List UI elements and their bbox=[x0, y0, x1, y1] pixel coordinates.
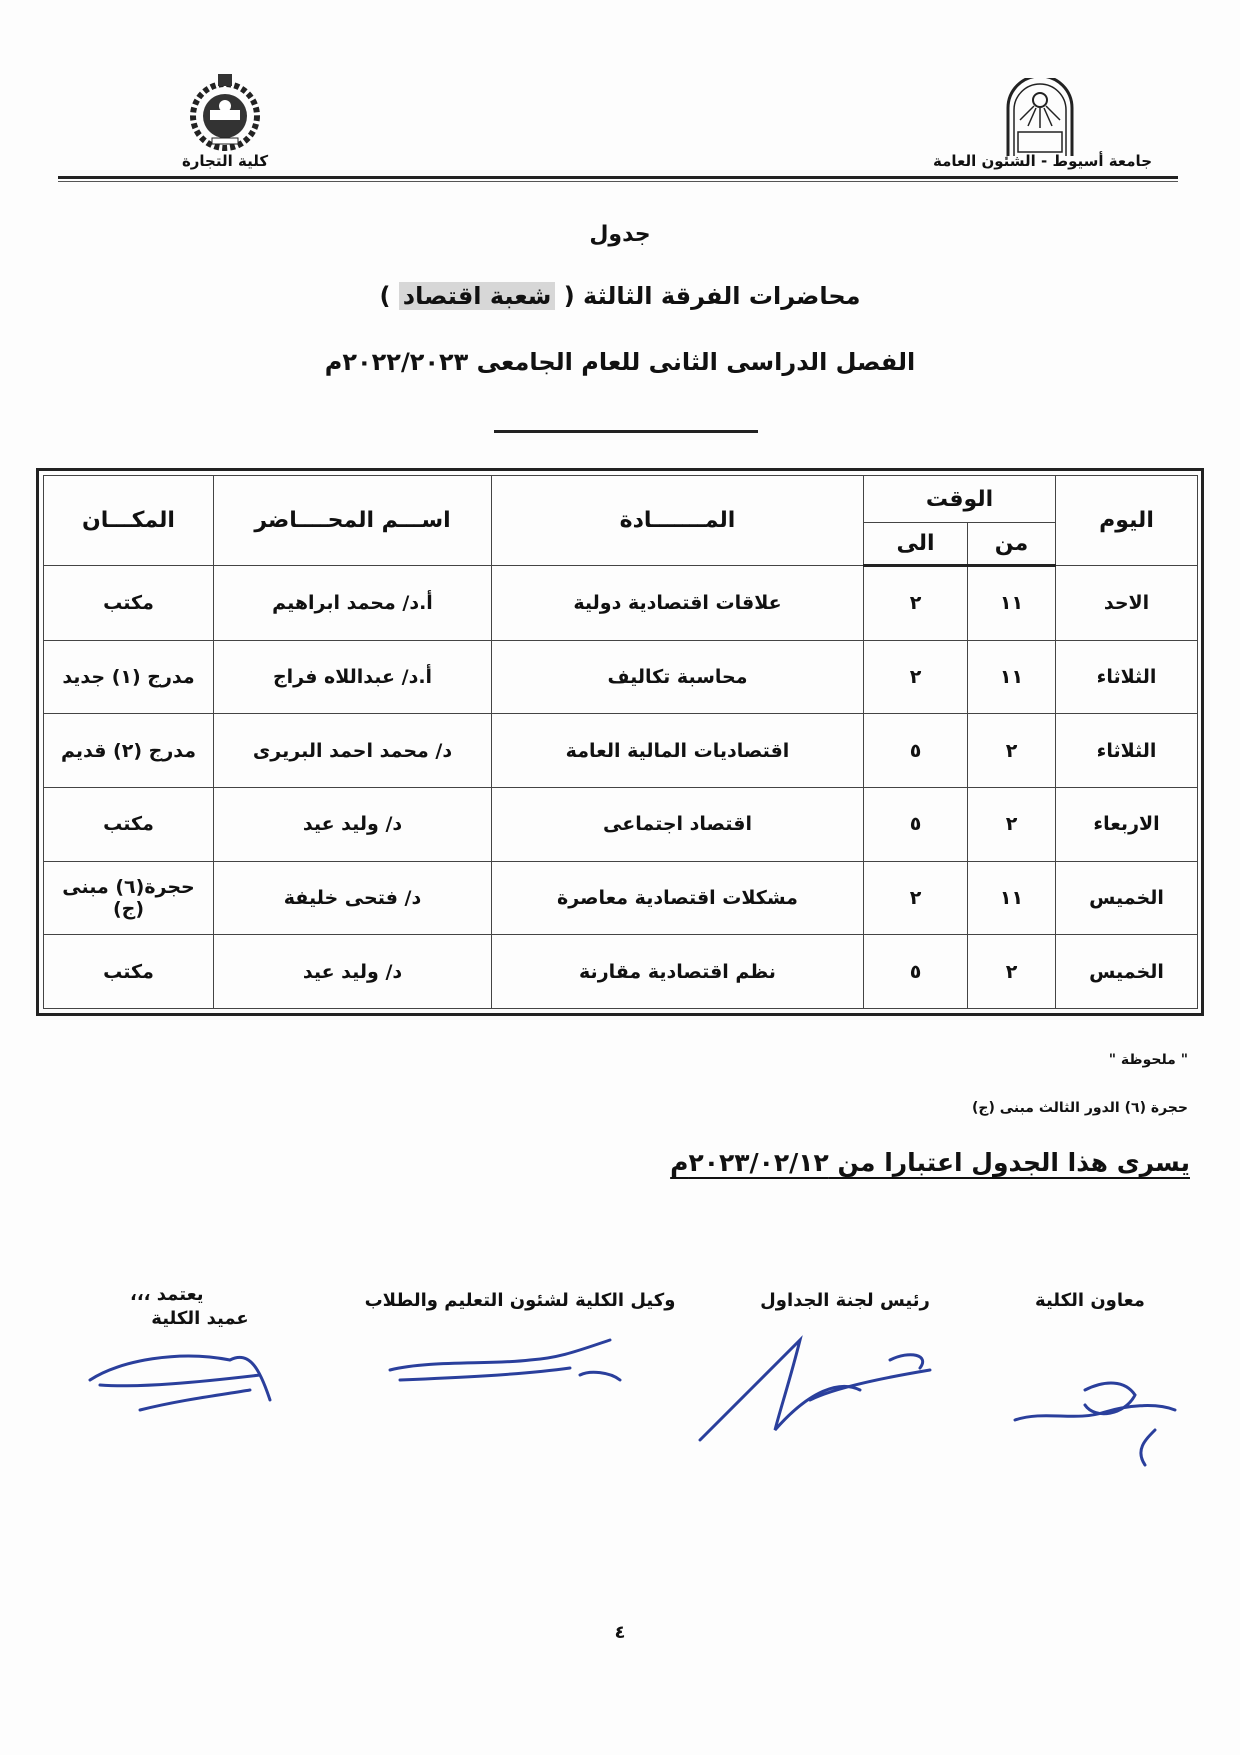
cell-from: ٢ bbox=[968, 787, 1056, 861]
header-lecturer: اســـم المحــــاضر bbox=[214, 476, 492, 566]
cell-subject: اقتصاديات المالية العامة bbox=[492, 714, 864, 788]
cell-subject: اقتصاد اجتماعى bbox=[492, 787, 864, 861]
cell-day: الاحد bbox=[1056, 565, 1198, 640]
cell-day: الاربعاء bbox=[1056, 787, 1198, 861]
cell-to: ٥ bbox=[864, 935, 968, 1009]
cell-lecturer: د/ وليد عيد bbox=[214, 787, 492, 861]
schedule-table bbox=[43, 475, 1198, 1009]
university-logo bbox=[1000, 78, 1080, 158]
table-row bbox=[44, 861, 1198, 935]
faculty-logo bbox=[180, 68, 270, 158]
cell-subject: علاقات اقتصادية دولية bbox=[492, 565, 864, 640]
note-title: " ملحوظة " bbox=[1108, 1052, 1188, 1068]
highlighted-division: شعبة اقتصاد bbox=[399, 282, 556, 310]
cell-subject: مشكلات اقتصادية معاصرة bbox=[492, 861, 864, 935]
table-row bbox=[44, 935, 1198, 1009]
cell-day: الخميس bbox=[1056, 861, 1198, 935]
dean-title: عميد الكلية bbox=[151, 1308, 249, 1329]
cell-location: مكتب bbox=[44, 787, 214, 861]
title-underline bbox=[494, 430, 758, 433]
cell-subject: محاسبة تكاليف bbox=[492, 640, 864, 714]
faculty-name: كلية التجارة bbox=[181, 152, 269, 170]
signature-deputy-dean bbox=[370, 1320, 650, 1410]
header-from: من bbox=[968, 523, 1056, 565]
table-row bbox=[44, 787, 1198, 861]
cell-location: حجرة(٦) مبنى (ج) bbox=[44, 861, 214, 935]
cell-to: ٥ bbox=[864, 714, 968, 788]
cell-from: ١١ bbox=[968, 861, 1056, 935]
note-text: حجرة (٦) الدور الثالث مبنى (ج) bbox=[971, 1100, 1188, 1116]
header-to: الى bbox=[864, 523, 968, 565]
signature-label-vice-dean: معاون الكلية bbox=[1035, 1290, 1145, 1311]
cell-day: الخميس bbox=[1056, 935, 1198, 1009]
page-number: ٤ bbox=[614, 1622, 626, 1643]
table-row bbox=[44, 565, 1198, 640]
cell-subject: نظم اقتصادية مقارنة bbox=[492, 935, 864, 1009]
signature-vice-dean bbox=[1005, 1350, 1185, 1470]
cell-lecturer: د/ فتحى خليفة bbox=[214, 861, 492, 935]
header-divider bbox=[58, 176, 1178, 179]
university-name: جامعة أسيوط - الشئون العامة bbox=[932, 152, 1152, 170]
header-subject: المـــــــادة bbox=[492, 476, 864, 566]
signature-label-committee-head: رئيس لجنة الجداول bbox=[760, 1290, 930, 1311]
cell-to: ٢ bbox=[864, 565, 968, 640]
document-subtitle: محاضرات الفرقة الثالثة ( شعبة اقتصاد ) bbox=[379, 282, 861, 310]
cell-day: الثلاثاء bbox=[1056, 640, 1198, 714]
cell-location: مكتب bbox=[44, 935, 214, 1009]
cell-location: مكتب bbox=[44, 565, 214, 640]
header-location: المكـــان bbox=[44, 476, 214, 566]
cell-from: ١١ bbox=[968, 565, 1056, 640]
cell-location: مدرج (٢) قديم bbox=[44, 714, 214, 788]
cell-from: ١١ bbox=[968, 640, 1056, 714]
schedule-table-frame bbox=[36, 468, 1204, 1016]
signature-committee-head bbox=[690, 1320, 950, 1450]
approval-text: يعتمد ،،، bbox=[130, 1284, 204, 1305]
cell-from: ٢ bbox=[968, 714, 1056, 788]
cell-from: ٢ bbox=[968, 935, 1056, 1009]
cell-to: ٢ bbox=[864, 640, 968, 714]
header-day: اليوم bbox=[1056, 476, 1198, 566]
signature-dean bbox=[80, 1320, 280, 1420]
cell-lecturer: أ.د/ محمد ابراهيم bbox=[214, 565, 492, 640]
header-divider-thin bbox=[58, 181, 1178, 182]
effective-date: يسرى هذا الجدول اعتبارا من ٢٠٢٣/٠٢/١٢م bbox=[670, 1148, 1190, 1177]
table-row bbox=[44, 640, 1198, 714]
header-time: الوقت bbox=[864, 476, 1056, 523]
cell-lecturer: أ.د/ عبداللاه فراج bbox=[214, 640, 492, 714]
term-title: الفصل الدراسى الثانى للعام الجامعى ٢٠٢٢/٢٠٢٣م bbox=[324, 348, 916, 376]
cell-lecturer: د/ محمد احمد البريرى bbox=[214, 714, 492, 788]
document-title: جدول bbox=[589, 222, 651, 247]
cell-day: الثلاثاء bbox=[1056, 714, 1198, 788]
table-row bbox=[44, 714, 1198, 788]
signature-label-deputy-dean: وكيل الكلية لشئون التعليم والطلاب bbox=[364, 1290, 676, 1311]
cell-lecturer: د/ وليد عيد bbox=[214, 935, 492, 1009]
cell-to: ٥ bbox=[864, 787, 968, 861]
cell-location: مدرج (١) جديد bbox=[44, 640, 214, 714]
cell-to: ٢ bbox=[864, 861, 968, 935]
